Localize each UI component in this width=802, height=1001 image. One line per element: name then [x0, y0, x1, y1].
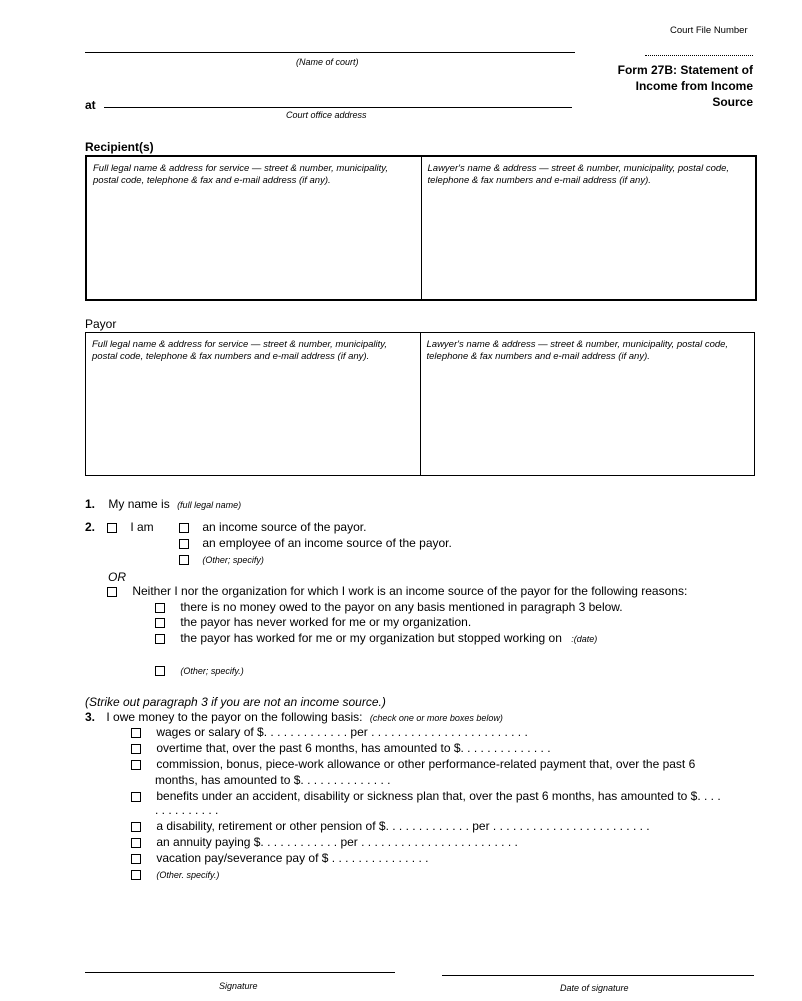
- vacation-label: vacation pay/severance pay of $ . . . . . . . . . . . . . . .: [156, 851, 429, 865]
- form-title-line2: Income from Income: [635, 79, 753, 93]
- payor-address-field[interactable]: [86, 333, 420, 475]
- benefits-checkbox[interactable]: [131, 792, 141, 802]
- item-annuity: [131, 835, 518, 849]
- reason1-checkbox[interactable]: [155, 603, 165, 613]
- para2-opt1: [179, 520, 366, 534]
- reason4-checkbox[interactable]: [155, 666, 165, 676]
- para1: [85, 497, 241, 511]
- item-pension: [131, 819, 650, 833]
- reason4-label: (Other; specify.): [180, 666, 244, 676]
- para3-note: (check one or more boxes below): [369, 713, 503, 723]
- para3-number: 3.: [85, 710, 96, 724]
- court-file-number-line: [645, 55, 753, 56]
- pension-checkbox[interactable]: [131, 822, 141, 832]
- neither-checkbox[interactable]: [107, 587, 117, 597]
- payor-heading: Payor: [85, 317, 117, 331]
- commission-label-1: commission, bonus, piece-work allowance or other performance-related payment that, over the past 6: [156, 757, 696, 771]
- item-other: [131, 867, 219, 881]
- reason3-note: :(date): [571, 634, 598, 644]
- reason3-label: the payor has worked for me or my organization but stopped working on: [180, 631, 562, 645]
- payor-address-caption: Full legal name & address for service — street & number, municipality, postal code, telephone & fax numbers and e-mail address (if any).: [92, 339, 387, 362]
- para3: [85, 710, 503, 724]
- wages-label: wages or salary of $. . . . . . . . . . . . . per . . . . . . . . . . . . . . . . . . . . . . . .: [156, 725, 528, 739]
- signature-line[interactable]: [85, 972, 395, 973]
- recipient-lawyer-caption: Lawyer's name & address — street & number, municipality, postal code, telephone & fax numbers and e-mail address (if any).: [427, 163, 730, 186]
- other-checkbox[interactable]: [131, 870, 141, 880]
- date-of-signature-caption: Date of signature: [560, 983, 629, 993]
- court-office-caption: Court office address: [286, 110, 367, 120]
- para2-i-am: [107, 520, 154, 534]
- reason3: [155, 631, 597, 645]
- reason2-label: the payor has never worked for me or my organization.: [180, 615, 472, 629]
- item-benefits-cont: [155, 803, 218, 817]
- court-office-address-line: [104, 107, 572, 108]
- pension-label: a disability, retirement or other pension of $. . . . . . . . . . . . . per . . . . . . . . . . . . . . . . . . . . . . . .: [156, 819, 650, 833]
- reason2-checkbox[interactable]: [155, 618, 165, 628]
- reason4: [155, 663, 244, 677]
- item-commission-cont: [155, 773, 390, 787]
- reason1-label: there is no money owed to the payor on any basis mentioned in paragraph 3 below.: [180, 600, 623, 614]
- item-commission: [131, 757, 695, 771]
- reason2: [155, 615, 471, 629]
- annuity-label: an annuity paying $. . . . . . . . . . . . per . . . . . . . . . . . . . . . . . . . . . . . .: [156, 835, 518, 849]
- reason1: [155, 600, 623, 614]
- opt1-checkbox[interactable]: [179, 523, 189, 533]
- signature-caption: Signature: [219, 981, 258, 991]
- commission-label-2: months, has amounted to $. . . . . . . . . . . . . .: [155, 773, 391, 787]
- recipient-lawyer-field[interactable]: [421, 157, 756, 299]
- payor-box: [85, 332, 755, 476]
- para1-note: (full legal name): [177, 500, 242, 510]
- item-overtime: [131, 741, 551, 755]
- para1-number: 1.: [85, 497, 96, 511]
- recipient-address-caption: Full legal name & address for service — street & number, municipality, postal code, telephone & fax and e-mail address (if any).: [93, 163, 388, 186]
- court-name-caption: (Name of court): [296, 57, 359, 67]
- opt3-label: (Other; specify): [202, 555, 264, 565]
- para2-neither: [107, 584, 687, 598]
- para2-opt2: [179, 536, 452, 550]
- para3-text: I owe money to the payor on the following basis:: [106, 710, 363, 724]
- form-title: [590, 62, 753, 110]
- neither-label: Neither I nor the organization for which I work is an income source of the payor for the following reasons:: [132, 584, 688, 598]
- para2-number: 2.: [85, 520, 96, 534]
- item-benefits: [131, 789, 721, 803]
- opt1-label: an income source of the payor.: [202, 520, 367, 534]
- i-am-label: I am: [130, 520, 154, 534]
- strike-note: (Strike out paragraph 3 if you are not an income source.): [85, 695, 386, 709]
- reason3-checkbox[interactable]: [155, 634, 165, 644]
- vacation-checkbox[interactable]: [131, 854, 141, 864]
- commission-checkbox[interactable]: [131, 760, 141, 770]
- recipients-box: [85, 155, 757, 301]
- i-am-checkbox[interactable]: [107, 523, 117, 533]
- or-label: OR: [108, 570, 126, 584]
- opt2-checkbox[interactable]: [179, 539, 189, 549]
- item-wages: [131, 725, 528, 739]
- opt3-checkbox[interactable]: [179, 555, 189, 565]
- payor-lawyer-caption: Lawyer's name & address — street & number, municipality, postal code, telephone & fax numbers and e-mail address (if any).: [426, 339, 729, 362]
- recipient-address-field[interactable]: [87, 157, 421, 299]
- para2-opt3: [179, 552, 264, 566]
- court-file-number-label: Court File Number: [670, 25, 748, 36]
- form-title-line3: Source: [712, 95, 753, 109]
- opt2-label: an employee of an income source of the payor.: [202, 536, 452, 550]
- date-of-signature-line[interactable]: [442, 975, 754, 976]
- overtime-checkbox[interactable]: [131, 744, 141, 754]
- para1-text: My name is: [108, 497, 170, 511]
- annuity-checkbox[interactable]: [131, 838, 141, 848]
- court-name-line: [85, 52, 575, 53]
- at-label: at: [85, 98, 96, 112]
- overtime-label: overtime that, over the past 6 months, has amounted to $. . . . . . . . . . . . . .: [156, 741, 551, 755]
- item-vacation: [131, 851, 428, 865]
- benefits-label-1: benefits under an accident, disability or sickness plan that, over the past 6 months, has amounted to $. . . .: [156, 789, 721, 803]
- other-label: (Other. specify.): [156, 870, 220, 880]
- recipients-heading: Recipient(s): [85, 140, 154, 154]
- payor-lawyer-field[interactable]: [420, 333, 755, 475]
- benefits-label-2: . . . . . . . . . .: [155, 803, 219, 817]
- form-title-line1: Form 27B: Statement of: [617, 63, 753, 77]
- wages-checkbox[interactable]: [131, 728, 141, 738]
